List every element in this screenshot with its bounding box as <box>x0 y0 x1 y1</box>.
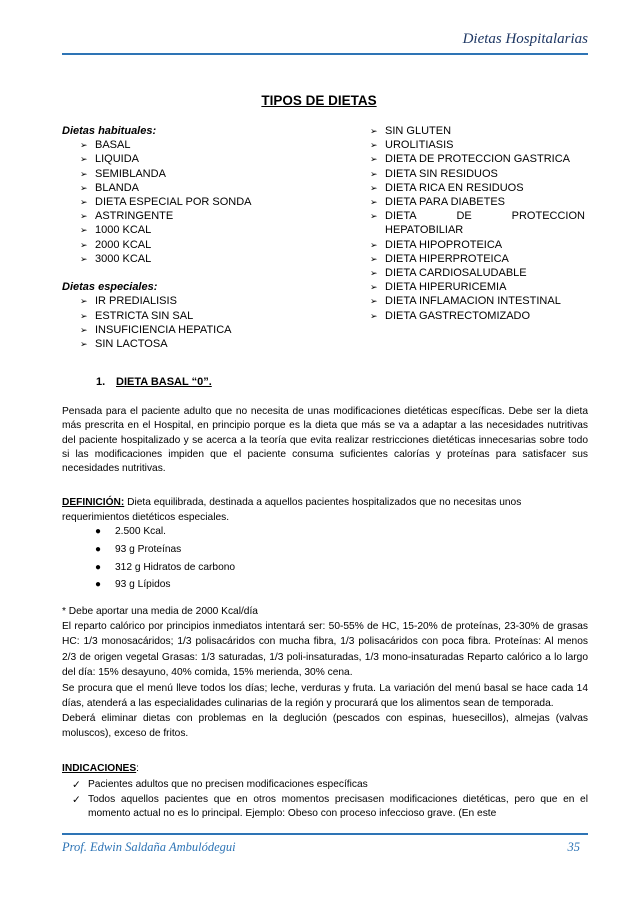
list-item: ➢ INSUFICIENCIA HEPATICA <box>80 323 232 336</box>
list-item: ➢ DIETA RICA EN RESIDUOS <box>370 181 524 194</box>
intro-paragraph: Pensada para el paciente adulto que no necesita de unas modificaciones dietéticas específicas. Debe ser la dieta más prescrita en el Hospital, en principio porque es la dieta que más se va a adaptar a las necesidades nutritivas del paciente hospitalizado y se acerca a la teoría que evita realizar restricciones dietéticas innecesarias sobre todo si las modificaciones impiden que el paciente consuma suficientes calorías y proteínas para satisfacer sus necesidades nutritivas. <box>62 406 588 475</box>
arrow-bullet-icon: ➢ <box>370 282 378 293</box>
arrow-bullet-icon: ➢ <box>80 324 88 335</box>
list-item: ➢ DIETA INFLAMACION INTESTINAL <box>370 295 561 308</box>
arrow-bullet-icon: ➢ <box>370 296 378 307</box>
menu-variation-text: Se procura que el menú lleve todos los días; leche, verduras y fruta. La variación del menú basal se hace cada 14 días, atenderá a las especialidades culinarias de la región y procurará que los alimentos sean de temporada. <box>62 683 588 709</box>
habituales-list <box>62 138 332 266</box>
section-number: 1. <box>96 376 106 388</box>
arrow-bullet-icon: ➢ <box>370 140 378 151</box>
list-item: ➢ 1000 KCAL <box>80 224 152 237</box>
arrow-bullet-icon: ➢ <box>370 239 378 250</box>
indicaciones-list <box>72 778 588 822</box>
list-item: ➢ DIETA CARDIOSALUDABLE <box>370 267 527 280</box>
list-item: ➢ DIETA HIPOPROTEICA <box>370 238 503 251</box>
list-item: ● 2.500 Kcal. <box>95 523 235 541</box>
definition-label: DEFINICIÓN: <box>62 497 125 508</box>
arrow-bullet-icon: ➢ <box>370 268 378 279</box>
list-item: ➢ DIETA DE PROTECCION GASTRICA <box>370 153 570 166</box>
indicaciones-heading: INDICACIONES: <box>62 763 139 774</box>
list-item: ➢ DIETA SIN RESIDUOS <box>370 167 498 180</box>
footer-rule <box>62 833 588 835</box>
dot-bullet-icon: ● <box>95 543 102 555</box>
list-item: ➢ ESTRICTA SIN SAL <box>80 309 194 322</box>
definition-paragraph <box>62 495 588 525</box>
page-number: 35 <box>567 840 580 854</box>
arrow-bullet-icon: ➢ <box>80 339 88 350</box>
arrow-bullet-icon: ➢ <box>80 182 88 193</box>
list-item: ➢ SEMIBLANDA <box>80 167 166 180</box>
list-item: ➢ BASAL <box>80 139 131 152</box>
definition-text: Dieta equilibrada, destinada a aquellos pacientes hospitalizados que no necesitas unos requerimientos dietéticos especiales. <box>62 497 522 523</box>
page-heading: TIPOS DE DIETAS <box>261 93 377 108</box>
arrow-bullet-icon: ➢ <box>370 253 378 264</box>
caloric-distribution-paragraph <box>62 604 588 680</box>
arrow-bullet-icon: ➢ <box>80 239 88 250</box>
list-item: ✓ Todos aquellos pacientes que en otros momentos precisasen modificaciones dietéticas, pero que en el momento actual no es lo principal. Ejemplo: Obeso con proceso infeccioso grave. (En este <box>72 793 588 819</box>
habituales-label: Dietas habituales: <box>62 125 157 137</box>
list-item: ● 93 g Proteínas <box>95 541 235 559</box>
list-item: ● 312 g Hidratos de carbono <box>95 559 235 577</box>
menu-elimination-text: Deberá eliminar dietas con problemas en la deglución (pescados con espinas, huesecillos), almejas (valvas moluscos), exceso de fritos. <box>62 713 588 739</box>
section-title-text: DIETA BASAL “0”. <box>116 376 212 388</box>
arrow-bullet-icon: ➢ <box>370 197 378 208</box>
dot-bullet-icon: ● <box>95 561 102 573</box>
list-item: ➢ 3000 KCAL <box>80 252 152 265</box>
nutrient-list <box>95 523 235 594</box>
footer-author: Prof. Edwin Saldaña Ambulódegui <box>62 840 236 854</box>
especiales-list <box>62 294 332 351</box>
arrow-bullet-icon: ➢ <box>80 296 88 307</box>
header-rule <box>62 53 588 55</box>
list-item: ➢ UROLITIASIS <box>370 139 454 152</box>
arrow-bullet-icon: ➢ <box>370 310 378 321</box>
arrow-bullet-icon: ➢ <box>370 154 378 165</box>
checkmark-icon: ✓ <box>72 779 81 791</box>
list-item: ➢ DIETA GASTRECTOMIZADO <box>370 309 531 322</box>
right-diet-column <box>370 124 585 323</box>
arrow-bullet-icon: ➢ <box>80 310 88 321</box>
list-item: ● 93 g Lípidos <box>95 576 235 594</box>
checkmark-icon: ✓ <box>72 793 81 806</box>
arrow-bullet-icon: ➢ <box>80 211 88 222</box>
arrow-bullet-icon: ➢ <box>80 154 88 165</box>
arrow-bullet-icon: ➢ <box>370 168 378 179</box>
arrow-bullet-icon: ➢ <box>80 140 88 151</box>
list-item: ➢ DIETA DE PROTECCION HEPATOBILIAR <box>370 210 585 237</box>
list-item: ➢ SIN GLUTEN <box>370 125 452 137</box>
list-item: ➢ SIN LACTOSA <box>80 338 168 351</box>
list-item: ➢ BLANDA <box>80 181 140 194</box>
especiales-label: Dietas especiales: <box>62 281 158 294</box>
arrow-bullet-icon: ➢ <box>80 168 88 179</box>
list-item: ➢ IR PREDIALISIS <box>80 295 177 308</box>
list-item: ➢ ASTRINGENTE <box>80 210 174 223</box>
arrow-bullet-icon: ➢ <box>370 182 378 193</box>
running-header-title: Dietas Hospitalarias <box>462 31 588 47</box>
left-diet-column <box>62 124 332 351</box>
menu-paragraph <box>62 681 588 741</box>
arrow-bullet-icon: ➢ <box>80 225 88 236</box>
list-item: ➢ DIETA HIPERPROTEICA <box>370 252 509 265</box>
list-item: ➢ DIETA ESPECIAL POR SONDA <box>80 196 252 209</box>
arrow-bullet-icon: ➢ <box>370 211 378 222</box>
list-item: ➢ DIETA HIPERURICEMIA <box>370 281 507 294</box>
list-item: ➢ DIETA PARA DIABETES <box>370 196 506 209</box>
list-item: ✓ Pacientes adultos que no precisen modificaciones específicas <box>72 779 368 791</box>
right-diet-list <box>370 124 585 323</box>
section-title <box>96 376 212 388</box>
list-item: ➢ 2000 KCAL <box>80 238 152 251</box>
kcal-note: * Debe aportar una media de 2000 Kcal/día <box>62 606 258 617</box>
dot-bullet-icon: ● <box>95 526 102 537</box>
dot-bullet-icon: ● <box>95 579 102 591</box>
arrow-bullet-icon: ➢ <box>370 126 378 136</box>
arrow-bullet-icon: ➢ <box>80 253 88 264</box>
arrow-bullet-icon: ➢ <box>80 197 88 208</box>
list-item: ➢ LIQUIDA <box>80 153 140 166</box>
kcal-distribution-text: El reparto calórico por principios inmediatos intentará ser: 50-55% de HC, 15-20% de proteínas, 23-30% de grasas HC: 1/3 monosacáridos; 1/3 polisacáridos con mucha fibra, 1/3 polisacáridos con poca fibra. Proteínas: Al menos 2/3 de origen vegetal Grasas: 1/3 saturadas, 1/3 poli-insaturadas, 1/3 mono-insaturadas Reparto calórico a lo largo del día: 15% desayuno, 40% comida, 15% merienda, 30% cena. <box>62 621 588 678</box>
